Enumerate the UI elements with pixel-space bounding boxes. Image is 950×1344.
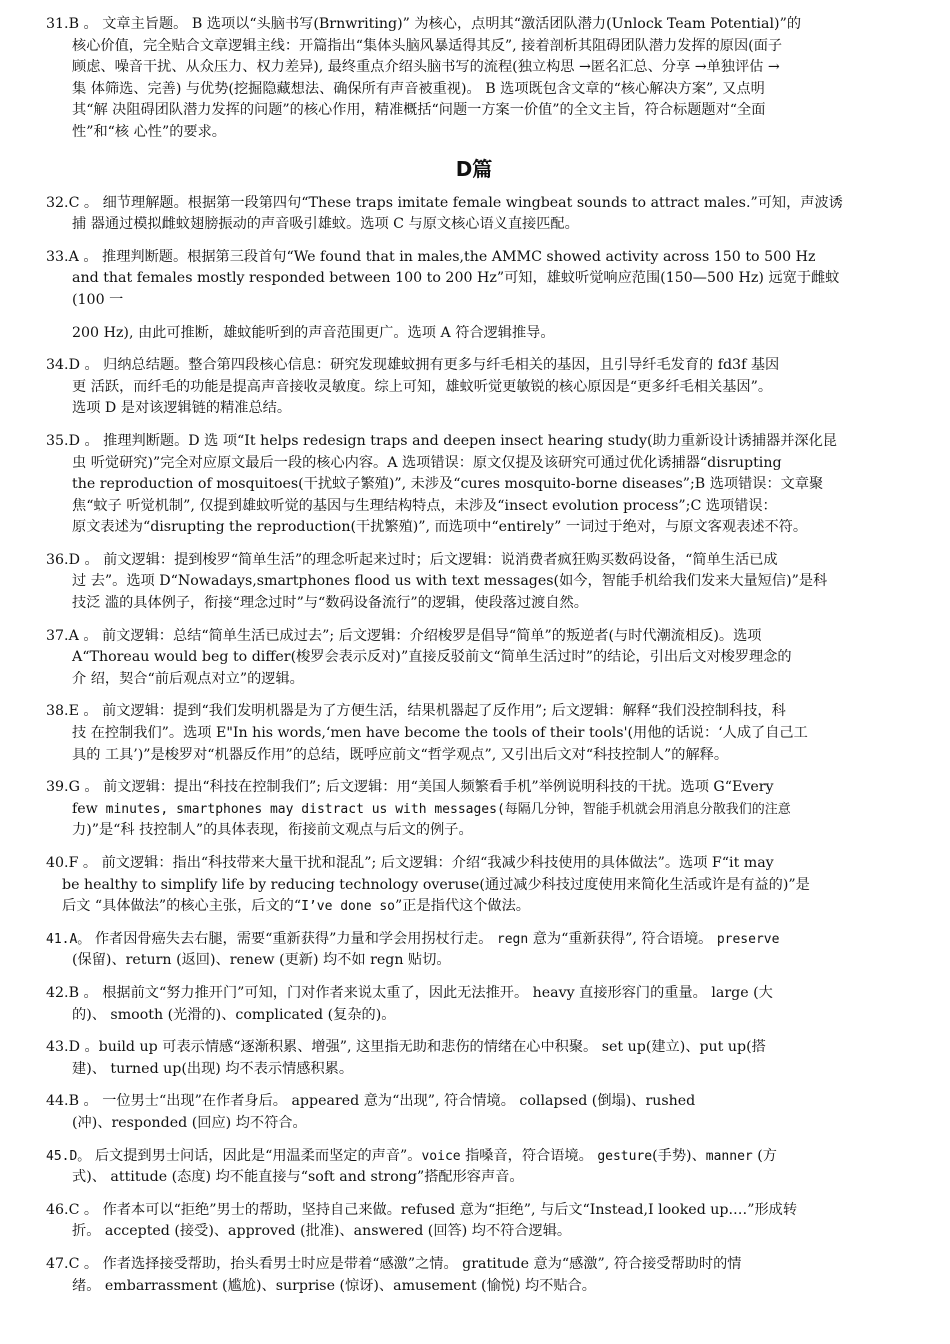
answer-33 bbox=[46, 247, 902, 344]
answer-31-line-2: 核心价值，完全贴合文章逻辑主线：开篇指出“集体头脑风暴适得其反”, 接着剖析其阻碍团队潜力发挥的原因(面子 bbox=[72, 37, 783, 54]
answer-42 bbox=[46, 983, 902, 1026]
answer-44-line-1: 44.B 。 一位男士“出现”在作者身后。 appeared 意为“出现”, 符合情境。 collapsed (倒塌)、rushed bbox=[46, 1093, 696, 1110]
answer-36-line-2: 过 去”。选项 D“Nowadays,smartphones flood us with text messages(如今，智能手机给我们发来大量短信)”是科 bbox=[72, 573, 828, 590]
answer-35-line-1: 35.D 。 推理判断题。D 选 项“It helps redesign traps and deepen insect hearing study(助力重新设计诱捕器并深化昆 bbox=[46, 432, 837, 449]
answer-34-line-2: 更 活跃，而纤毛的功能是提高声音接收灵敏度。综上可知，雄蚊听觉更敏锐的核心原因是“更多纤毛相关基因”。 bbox=[72, 378, 773, 395]
answer-39 bbox=[46, 777, 902, 842]
answer-41-label: 41.A。 bbox=[46, 931, 91, 947]
answer-31-line-3: 顾虑、噪音干扰、从众压力、权力差异), 最终重点介绍头脑书写的流程(独立构思 →匿名汇总、分享 →单独评估 → bbox=[72, 59, 780, 76]
answer-32-line-2: 捕 器通过模拟雌蚊翅膀振动的声音吸引雄蚊。选项 C 与原文核心语义直接匹配。 bbox=[72, 216, 579, 233]
answer-45-text-d: (方 bbox=[752, 1147, 777, 1164]
answer-40-line-1: 40.F 。 前文逻辑：指出“科技带来大量干扰和混乱”; 后文逻辑：介绍“我减少科技使用的具体做法”。选项 F“it may bbox=[46, 855, 774, 871]
answer-41 bbox=[46, 929, 902, 972]
answer-37-line-1: 37.A 。 前文逻辑：总结“简单生活已成过去”; 后文逻辑：介绍梭罗是倡导“简单”的叛逆者(与时代潮流相反)。选项 bbox=[46, 627, 762, 644]
answer-41-text-b: 意为“重新获得”, 符合语境。 bbox=[528, 930, 717, 947]
answer-46-line-2: 折。 accepted (接受)、approved (批准)、answered (回答) 均不符合逻辑。 bbox=[72, 1223, 572, 1240]
answer-45-text-c: (手势)、 bbox=[652, 1147, 706, 1164]
answer-47-line-1: 47.C 。 作者选择接受帮助，抬头看男士时应是带着“感激”之情。 gratitude 意为“感激”, 符合接受帮助时的情 bbox=[46, 1255, 742, 1272]
answer-43 bbox=[46, 1037, 902, 1080]
answer-43-line-1: 43.D 。build up 可表示情感“逐渐积累、增强”, 这里指无助和悲伤的情绪在心中积聚。 set up(建立)、put up(搭 bbox=[46, 1039, 766, 1056]
answer-35 bbox=[46, 431, 902, 539]
answer-41-line-1 bbox=[46, 929, 902, 951]
answer-47-line-2: 绪。 embarrassment (尴尬)、surprise (惊讶)、amusement (愉悦) 均不贴合。 bbox=[72, 1277, 596, 1294]
answer-45-text-a: 后文提到男士问话，因此是“用温柔而坚定的声音”。 bbox=[90, 1147, 422, 1164]
answer-34 bbox=[46, 355, 902, 420]
answer-42-line-1: 42.B 。 根据前文“努力推开门”可知，门对作者来说太重了，因此无法推开。 heavy 直接形容门的重量。 large (大 bbox=[46, 984, 773, 1001]
answer-44-line-2: (冲)、responded (回应) 均不符合。 bbox=[72, 1114, 307, 1131]
answer-41-text-a: 作者因骨癌失去右腿，需要“重新获得”力量和学会用拐杖行走。 bbox=[90, 930, 497, 947]
answer-38-line-2: 技 在控制我们”。选项 E"In his words,‘men have become the tools of their tools'(用他的话说：‘人成了自己工 bbox=[72, 725, 808, 742]
answer-46-line-1: 46.C 。 作者本可以“拒绝”男士的帮助，坚持自己来做。refused 意为“拒绝”, 与后文“Instead,I looked up.…”形成转 bbox=[46, 1201, 798, 1218]
answer-38 bbox=[46, 701, 902, 766]
answer-39-line-1: 39.G 。 前文逻辑：提出“科技在控制我们”; 后文逻辑：用“美国人频繁看手机”举例说明科技的干扰。选项 G“Every bbox=[46, 779, 774, 796]
answer-40-line-3c: ”正是指代这个做法。 bbox=[395, 898, 530, 915]
answer-40-line-3a: 后文 “具体做法”的核心主张，后文的“ bbox=[62, 898, 302, 915]
answer-33-line-1: 33.A 。 推理判断题。根据第三段首句“We found that in males,the AMMC showed activity across 150 to 500 Hz bbox=[46, 248, 816, 265]
answer-35-line-3: the reproduction of mosquitoes(干扰蚊子繁殖)”, 未涉及“cures mosquito-borne diseases”;B 选项错误：文章聚 bbox=[72, 476, 824, 493]
answer-45-label: 45.D。 bbox=[46, 1148, 91, 1164]
answer-36-line-1: 36.D 。 前文逻辑：提到梭罗“简单生活”的理念听起来过时；后文逻辑：说消费者疯狂购买数码设备，“简单生活已成 bbox=[46, 551, 778, 568]
answer-39-line-3: 力)”是“科 技控制人”的具体表现，衔接前文观点与后文的例子。 bbox=[72, 822, 473, 839]
answer-33-line-4: 200 Hz), 由此可推断，雄蚊能听到的声音范围更广。选项 A 符合逻辑推导。 bbox=[72, 324, 555, 341]
answer-34-line-1: 34.D 。 归纳总结题。整合第四段核心信息：研究发现雄蚊拥有更多与纤毛相关的基因，且引导纤毛发育的 fd3f 基因 bbox=[46, 357, 780, 374]
answer-34-line-3: 选项 D 是对该逻辑链的精准总结。 bbox=[72, 400, 292, 417]
answer-47 bbox=[46, 1254, 902, 1297]
answer-41-word-regn: regn bbox=[496, 931, 529, 947]
answer-45-word-gesture: gesture bbox=[597, 1148, 653, 1164]
answer-37-line-3: 介 绍，契合“前后观点对立”的逻辑。 bbox=[72, 670, 304, 687]
answer-41-word-preserve: preserve bbox=[716, 931, 780, 947]
answer-45-text-b: 指嗓音，符合语境。 bbox=[460, 1147, 598, 1164]
answer-45-line-2: 式)、 attitude (态度) 均不能直接与“soft and strong”搭配形容声音。 bbox=[72, 1169, 524, 1186]
answer-31-line-5: 其“解 决阻碍团队潜力发挥的问题”的核心作用，精准概括“问题一方案一价值”的全文主旨，符合标题题对“全面 bbox=[72, 102, 766, 119]
answer-39-line-2a: few bbox=[72, 800, 98, 817]
answer-41-line-2: (保留)、return (返回)、renew (更新) 均不如 regn 贴切。 bbox=[72, 952, 451, 969]
answer-31 bbox=[46, 14, 902, 144]
answer-33-line-2: and that females mostly responded between 100 to 200 Hz”可知，雄蚊听觉响应范围(150—500 Hz) 远宽于雌蚊 bbox=[72, 270, 840, 287]
answer-35-line-2: 虫 听觉研究)”完全对应原文最后一段的核心内容。A 选项错误：原文仅提及该研究可通过优化诱捕器“disrupting bbox=[72, 454, 782, 471]
answer-45-line-1 bbox=[46, 1146, 902, 1168]
answer-40-line-2: be healthy to simplify life by reducing technology overuse(通过减少科技过度使用来简化生活或许是有益的)”是 bbox=[62, 876, 810, 893]
answer-45-word-manner: manner bbox=[705, 1148, 753, 1164]
answer-44 bbox=[46, 1091, 902, 1134]
answer-31-line-6: 性”和“核 心性”的要求。 bbox=[72, 123, 226, 140]
answer-40-line-3 bbox=[46, 896, 902, 918]
answer-36 bbox=[46, 550, 902, 615]
answer-33-line-3: (100 一 bbox=[72, 291, 124, 308]
answer-43-line-2: 建)、 turned up(出现) 均不表示情感积累。 bbox=[72, 1060, 354, 1077]
answer-37-line-2: A“Thoreau would beg to differ(梭罗会表示反对)”直接反驳前文“简单生活过时”的结论，引出后文对梭罗理念的 bbox=[72, 649, 792, 666]
answer-39-line-2b: minutes, smartphones may distract us with messages(每隔几分钟，智能手机就会用消息分散我们的注意 bbox=[97, 801, 791, 817]
answer-40 bbox=[46, 853, 902, 918]
answer-39-line-2 bbox=[46, 799, 902, 821]
answer-35-line-5: 原文表述为“disrupting the reproduction(干扰繁殖)”, 而选项中“entirely” 一词过于绝对，与原文客观表述不符。 bbox=[72, 519, 808, 536]
answer-45 bbox=[46, 1146, 902, 1189]
answer-45-word-voice: voice bbox=[421, 1148, 461, 1164]
answer-31-line-1: 31.B 。 文章主旨题。 B 选项以“头脑书写(Brnwriting)” 为核心，点明其“激活团队潜力(Unlock Team Potential)”的 bbox=[46, 16, 802, 32]
answer-37 bbox=[46, 626, 902, 691]
answer-31-line-4: 集 体筛选、完善) 与优势(挖掘隐藏想法、确保所有声音被重视)。 B 选项既包含文章的“核心解决方案”, 又点明 bbox=[72, 80, 765, 97]
answer-36-line-3: 技泛 滥的具体例子，衔接“理念过时”与“数码设备流行”的逻辑，使段落过渡自然。 bbox=[72, 595, 588, 612]
answer-32-line-1: 32.C 。 细节理解题。根据第一段第四句“These traps imitate female wingbeat sounds to attract males.”可知，声波诱 bbox=[46, 194, 843, 211]
answer-40-line-3b: I’ve done so bbox=[301, 899, 396, 915]
answer-42-line-2: 的)、 smooth (光滑的)、complicated (复杂的)。 bbox=[72, 1006, 396, 1023]
answer-38-line-3: 具的 工具’)”是梭罗对“机器反作用”的总结，既呼应前文“哲学观点”, 又引出后文对“科技控制人”的解释。 bbox=[72, 746, 729, 763]
answer-46 bbox=[46, 1200, 902, 1243]
answer-38-line-1: 38.E 。 前文逻辑：提到“我们发明机器是为了方便生活，结果机器起了反作用”; 后文逻辑：解释“我们没控制科技，科 bbox=[46, 703, 786, 720]
answer-32 bbox=[46, 193, 902, 236]
answer-35-line-4: 焦“蚊子 听觉机制”, 仅提到雄蚊听觉的基因与生理结构特点，未涉及“insect evolution process”;C 选项错误： bbox=[72, 497, 777, 514]
section-d-title: D篇 bbox=[455, 156, 493, 181]
